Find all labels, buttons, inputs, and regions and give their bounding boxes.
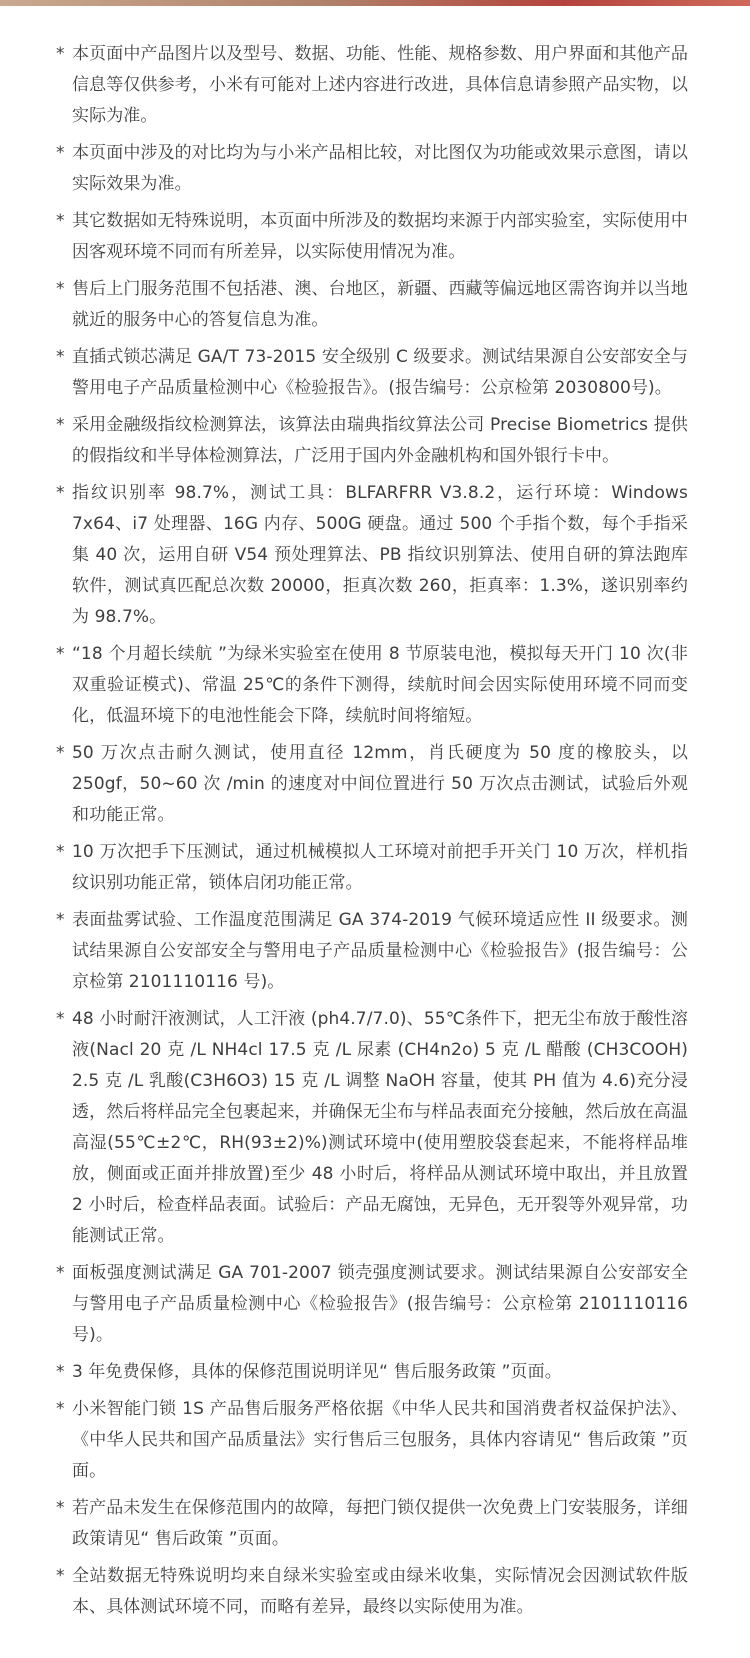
bullet-star: *	[56, 842, 65, 862]
bullet-star: *	[56, 44, 65, 64]
note-text: 其它数据如无特殊说明，本页面中所涉及的数据均来源于内部实验室，实际使用中因客观环境不同而有所差异，以实际使用情况为准。	[72, 211, 688, 262]
note-item	[56, 1493, 688, 1555]
note-text: 全站数据无特殊说明均来自绿米实验室或由绿米收集，实际情况会因测试软件版本、具体测试环境不同，而略有差异，最终以实际使用为准。	[72, 1566, 688, 1617]
bullet-star: *	[56, 279, 65, 299]
note-item	[56, 905, 688, 998]
note-item	[56, 138, 688, 200]
bullet-star: *	[56, 1399, 65, 1419]
note-text: 若产品未发生在保修范围内的故障，每把门锁仅提供一次免费上门安装服务，详细政策请见“ 售后政策 ”页面。	[72, 1498, 688, 1549]
bullet-star: *	[56, 1498, 65, 1518]
note-item	[56, 342, 688, 404]
note-item	[56, 478, 688, 633]
note-text: 3 年免费保修，具体的保修范围说明详见“ 售后服务政策 ”页面。	[72, 1362, 562, 1382]
note-item	[56, 1357, 688, 1388]
bullet-star: *	[56, 143, 65, 163]
note-text: “18 个月超长续航 ”为绿米实验室在使用 8 节原装电池，模拟每天开门 10 次(非双重验证模式)、常温 25℃的条件下测得，续航时间会因实际使用环境不同而变化，低温环境下的电池性能会下降，续航时间将缩短。	[72, 644, 688, 726]
note-item	[56, 837, 688, 899]
note-item	[56, 1004, 688, 1252]
bullet-star: *	[56, 910, 65, 930]
disclaimer-notes-list	[56, 39, 688, 1629]
note-item	[56, 639, 688, 732]
note-item	[56, 1394, 688, 1487]
note-item	[56, 1258, 688, 1351]
note-text: 指纹识别率 98.7%，测试工具：BLFARFRR V3.8.2，运行环境：Windows 7x64、i7 处理器、16G 内存、500G 硬盘。通过 500 个手指个数，每个手指采集 40 次，运用自研 V54 预处理算法、PB 指纹识别算法、使用自研的算法跑库软件，测试真匹配总次数 20000，拒真次数 260，拒真率：1.3%，遂识别率约为 98.7%。	[72, 483, 688, 627]
note-text: 小米智能门锁 1S 产品售后服务严格依据《中华人民共和国消费者权益保护法》、《中华人民共和国产品质量法》实行售后三包服务，具体内容请见“ 售后政策 ”页面。	[72, 1399, 688, 1481]
bullet-star: *	[56, 1009, 65, 1029]
note-item	[56, 410, 688, 472]
note-item	[56, 39, 688, 132]
bullet-star: *	[56, 483, 65, 503]
note-item	[56, 1561, 688, 1623]
bullet-star: *	[56, 415, 65, 435]
bullet-star: *	[56, 644, 65, 664]
bullet-star: *	[56, 347, 65, 367]
bullet-star: *	[56, 743, 65, 763]
note-text: 48 小时耐汗液测试，人工汗液 (ph4.7/7.0)、55℃条件下，把无尘布放于酸性溶液(Nacl 20 克 /L NH4cl 17.5 克 /L 尿素 (CH4n2o) 5 克 /L 醋酸 (CH3COOH) 2.5 克 /L 乳酸(C3H6O3) 15 克 /L 调整 NaOH 容量，使其 PH 值为 4.6)充分浸透，然后将样品完全包裹起来，并确保无尘布与样品表面充分接触，然后放在高温高湿(55℃±2℃，RH(93±2)%)测试环境中(使用塑胶袋套起来，不能将样品堆放，侧面或正面并排放置)至少 48 小时后，将样品从测试环境中取出，并且放置 2 小时后，检查样品表面。试验后：产品无腐蚀，无异色，无开裂等外观异常，功能测试正常。	[72, 1009, 688, 1246]
bullet-star: *	[56, 1566, 65, 1586]
note-text: 采用金融级指纹检测算法，该算法由瑞典指纹算法公司 Precise Biometrics 提供的假指纹和半导体检测算法，广泛用于国内外金融机构和国外银行卡中。	[72, 415, 688, 466]
bullet-star: *	[56, 211, 65, 231]
bullet-star: *	[56, 1263, 65, 1283]
note-text: 售后上门服务范围不包括港、澳、台地区，新疆、西藏等偏远地区需咨询并以当地就近的服务中心的答复信息为准。	[72, 279, 688, 330]
note-text: 50 万次点击耐久测试，使用直径 12mm，肖氏硬度为 50 度的橡胶头，以 250gf，50~60 次 /min 的速度对中间位置进行 50 万次点击测试，试验后外观和功能正常。	[72, 743, 688, 825]
note-text: 表面盐雾试验、工作温度范围满足 GA 374-2019 气候环境适应性 II 级要求。测试结果源自公安部安全与警用电子产品质量检测中心《检验报告》(报告编号：公京检第 2101110116 号)。	[72, 910, 688, 992]
top-decorative-bar	[0, 0, 750, 6]
note-item	[56, 274, 688, 336]
note-text: 面板强度测试满足 GA 701-2007 锁壳强度测试要求。测试结果源自公安部安全与警用电子产品质量检测中心《检验报告》(报告编号：公京检第 2101110116 号)。	[72, 1263, 688, 1345]
note-text: 10 万次把手下压测试，通过机械模拟人工环境对前把手开关门 10 万次，样机指纹识别功能正常，锁体启闭功能正常。	[72, 842, 688, 893]
note-item	[56, 206, 688, 268]
note-text: 本页面中产品图片以及型号、数据、功能、性能、规格参数、用户界面和其他产品信息等仅供参考，小米有可能对上述内容进行改进，具体信息请参照产品实物，以实际为准。	[72, 44, 688, 126]
note-item	[56, 738, 688, 831]
note-text: 本页面中涉及的对比均为与小米产品相比较，对比图仅为功能或效果示意图，请以实际效果为准。	[72, 143, 688, 194]
note-text: 直插式锁芯满足 GA/T 73-2015 安全级别 C 级要求。测试结果源自公安部安全与警用电子产品质量检测中心《检验报告》。(报告编号：公京检第 2030800号)。	[72, 347, 688, 398]
bullet-star: *	[56, 1362, 65, 1382]
